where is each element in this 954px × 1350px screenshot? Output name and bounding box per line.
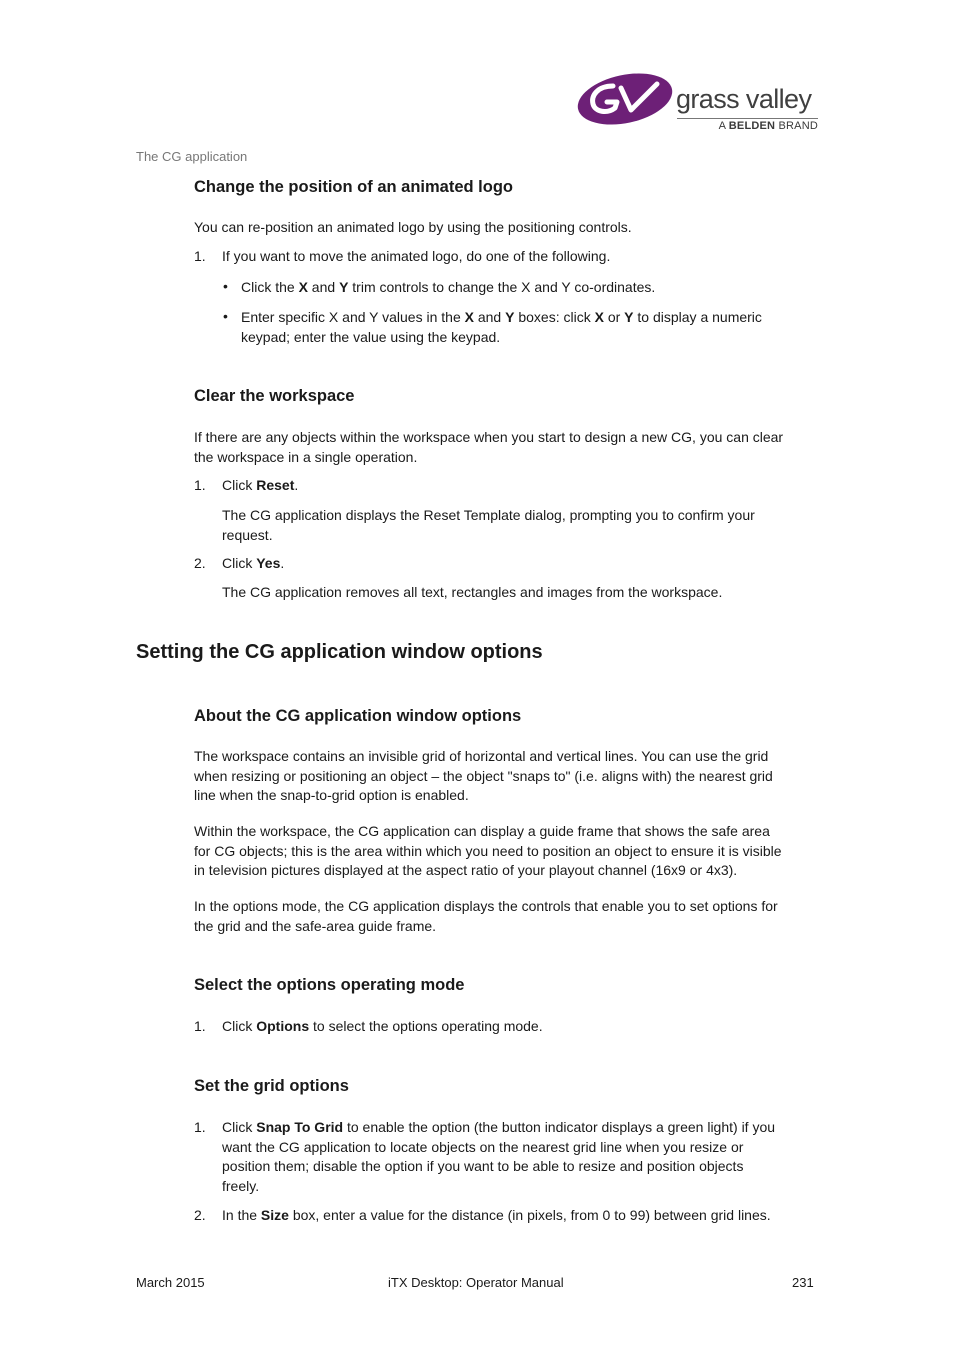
grid-options-step-2: In the Size box, enter a value for the distance (in pixels, from 0 to 99) between grid lines. [222,1207,771,1223]
brand-wordmark: grass valley [676,84,812,114]
animated-logo-bullet-1: Click the X and Y trim controls to change the X and Y co-ordinates. [241,279,656,295]
animated-logo-step-1: If you want to move the animated logo, do one of the following. [222,248,611,264]
heading-about-window-options: About the CG application window options [194,707,522,725]
heading-grid-options: Set the grid options [194,1077,349,1095]
step-number: 1. [194,1119,206,1135]
about-paragraph-2: Within the workspace, the CG application can display a guide frame that shows the safe area for CG objects; this is the area within which you need to position an object to ensure it is visible in television pictures displayed at the aspect ratio of your playout channel (16x9 or 4x3). [194,823,782,878]
brand-divider [677,118,818,119]
heading-animated-logo: Change the position of an animated logo [194,178,514,196]
about-paragraph-1: The workspace contains an invisible grid of horizontal and vertical lines. You can use the grid when resizing or positioning an object – the object "snaps to" (i.e. aligns with) the nearest grid line when the snap-to-grid option is enabled. [194,748,773,803]
bullet-icon: • [223,308,228,324]
grass-valley-logo-mark [575,72,679,126]
heading-window-options: Setting the CG application window options [136,641,543,663]
step-number: 1. [194,248,206,264]
footer-date: March 2015 [136,1275,205,1290]
step-number: 1. [194,1018,206,1034]
about-paragraph-3: In the options mode, the CG application displays the controls that enable you to set options for the grid and the safe-area guide frame. [194,898,778,934]
options-mode-step-1: Click Options to select the options operating mode. [222,1018,543,1034]
clear-workspace-step-1: Click Reset. [222,477,299,493]
running-head: The CG application [136,149,248,164]
footer-title: iTX Desktop: Operator Manual [388,1275,564,1290]
bullet-icon: • [223,278,228,294]
animated-logo-intro: You can re-position an animated logo by using the positioning controls. [194,219,632,235]
footer-page-number: 231 [792,1275,814,1290]
brand-tagline: A BELDEN BRAND [718,120,818,132]
clear-workspace-step-1-result: The CG application displays the Reset Template dialog, prompting you to confirm your request. [222,507,755,543]
step-number: 1. [194,477,206,493]
heading-clear-workspace: Clear the workspace [194,387,355,405]
heading-options-mode: Select the options operating mode [194,976,465,994]
step-number: 2. [194,1207,206,1223]
clear-workspace-step-2-result: The CG application removes all text, rectangles and images from the workspace. [222,584,723,600]
clear-workspace-step-2: Click Yes. [222,555,285,571]
clear-workspace-intro: If there are any objects within the workspace when you start to design a new CG, you can clear the workspace in a single operation. [194,429,784,465]
step-number: 2. [194,555,206,571]
grid-options-step-1: Click Snap To Grid to enable the option (the button indicator displays a green light) if you want the CG application to locate objects on the nearest grid line when you resize or position them; disable the option if you want to be able to resize and position objects freely. [222,1119,776,1194]
animated-logo-bullet-2: Enter specific X and Y values in the X and Y boxes: click X or Y to display a numeric keypad; enter the value using the keypad. [241,309,762,345]
